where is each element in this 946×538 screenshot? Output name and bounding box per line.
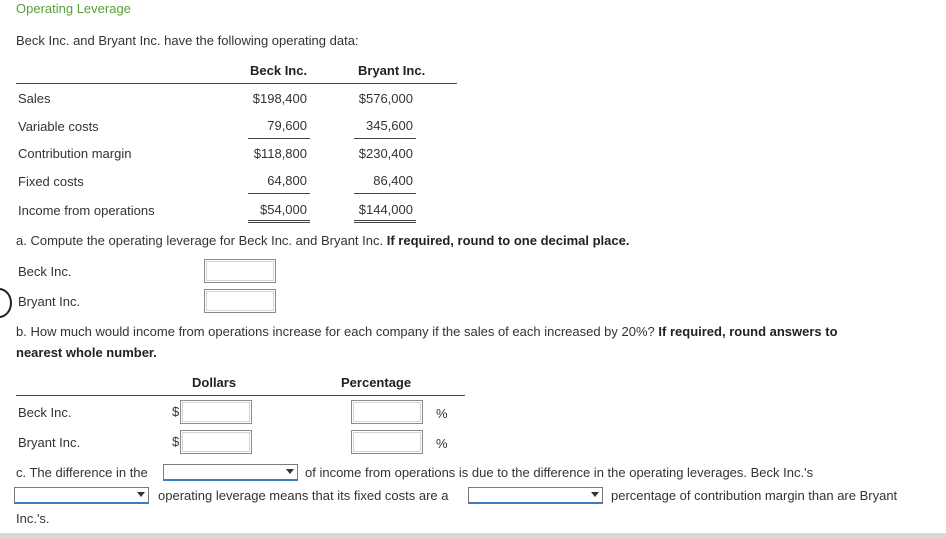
bryant-dollars-input[interactable] [180,430,252,454]
bryant-total-rule [354,220,416,223]
row-label: Contribution margin [18,146,132,161]
beck-subtotal-rule [248,138,310,139]
part-b-instruction: If required, round answers to [658,324,838,339]
chevron-down-icon [137,492,145,497]
row-label: Sales [18,91,51,106]
percent-sign: % [436,406,448,421]
beck-total-rule [248,220,310,223]
beck-operating-leverage-input[interactable] [204,259,276,283]
beck-income: $54,000 [260,202,307,217]
header-rule [16,83,457,84]
percentage-level-select[interactable] [468,487,603,504]
beck-contribution-margin: $118,800 [253,146,307,161]
row-label: Variable costs [18,119,99,134]
beck-variable-costs: 79,600 [267,118,307,133]
bryant-income: $144,000 [358,202,413,217]
part-a-bryant-label: Bryant Inc. [18,294,81,309]
bryant-subtotal-rule [354,138,416,139]
leverage-level-select[interactable] [14,487,149,504]
bottom-divider [0,533,946,538]
part-b-instruction-cont: nearest whole number. [16,345,157,360]
beck-subtotal-rule [248,193,310,194]
part-c-text-5: Inc.'s. [16,511,50,526]
beck-percent-input[interactable] [351,400,423,424]
bryant-operating-leverage-input[interactable] [204,289,276,313]
intro-text: Beck Inc. and Bryant Inc. have the following operating data: [16,33,359,48]
part-a-text: a. Compute the operating leverage for Beck Inc. and Bryant Inc. [16,233,384,248]
beck-fixed-costs: 64,800 [267,173,307,188]
beck-dollars-input[interactable] [180,400,252,424]
part-c-text-4: percentage of contribution margin than are Bryant [611,488,898,503]
part-b-header-rule [16,395,465,396]
bryant-fixed-costs: 86,400 [373,173,413,188]
col-header-bryant: Bryant Inc. [358,63,426,78]
col-header-dollars: Dollars [192,375,237,390]
part-c-text-3: operating leverage means that its fixed costs are a [158,488,449,503]
col-header-beck: Beck Inc. [250,63,308,78]
beck-sales: $198,400 [252,91,307,106]
chevron-down-icon [591,492,599,497]
part-b-beck-label: Beck Inc. [18,405,72,420]
page-title: Operating Leverage [16,1,131,16]
part-b-question [16,324,838,339]
part-a-instruction: If required, round to one decimal place. [386,233,630,248]
dollar-sign: $ [172,434,180,449]
chevron-down-icon [286,469,294,474]
side-marker [0,288,12,318]
bryant-sales: $576,000 [358,91,413,106]
dollar-sign: $ [172,404,180,419]
part-b-text: b. How much would income from operations increase for each company if the sales of each increased by 20%? [16,324,655,339]
bryant-variable-costs: 345,600 [366,118,413,133]
row-label: Fixed costs [18,174,84,189]
part-c-text-1: c. The difference in the [16,465,148,480]
part-a-beck-label: Beck Inc. [18,264,72,279]
bryant-contribution-margin: $230,400 [358,146,413,161]
row-label: Income from operations [18,203,155,218]
bryant-percent-input[interactable] [351,430,423,454]
part-a-question [16,233,629,248]
difference-select[interactable] [163,464,298,481]
col-header-percentage: Percentage [341,375,412,390]
bryant-subtotal-rule [354,193,416,194]
part-b-bryant-label: Bryant Inc. [18,435,81,450]
percent-sign: % [436,436,448,451]
part-c-text-2: of income from operations is due to the difference in the operating leverages. Beck Inc.'s [305,465,814,480]
